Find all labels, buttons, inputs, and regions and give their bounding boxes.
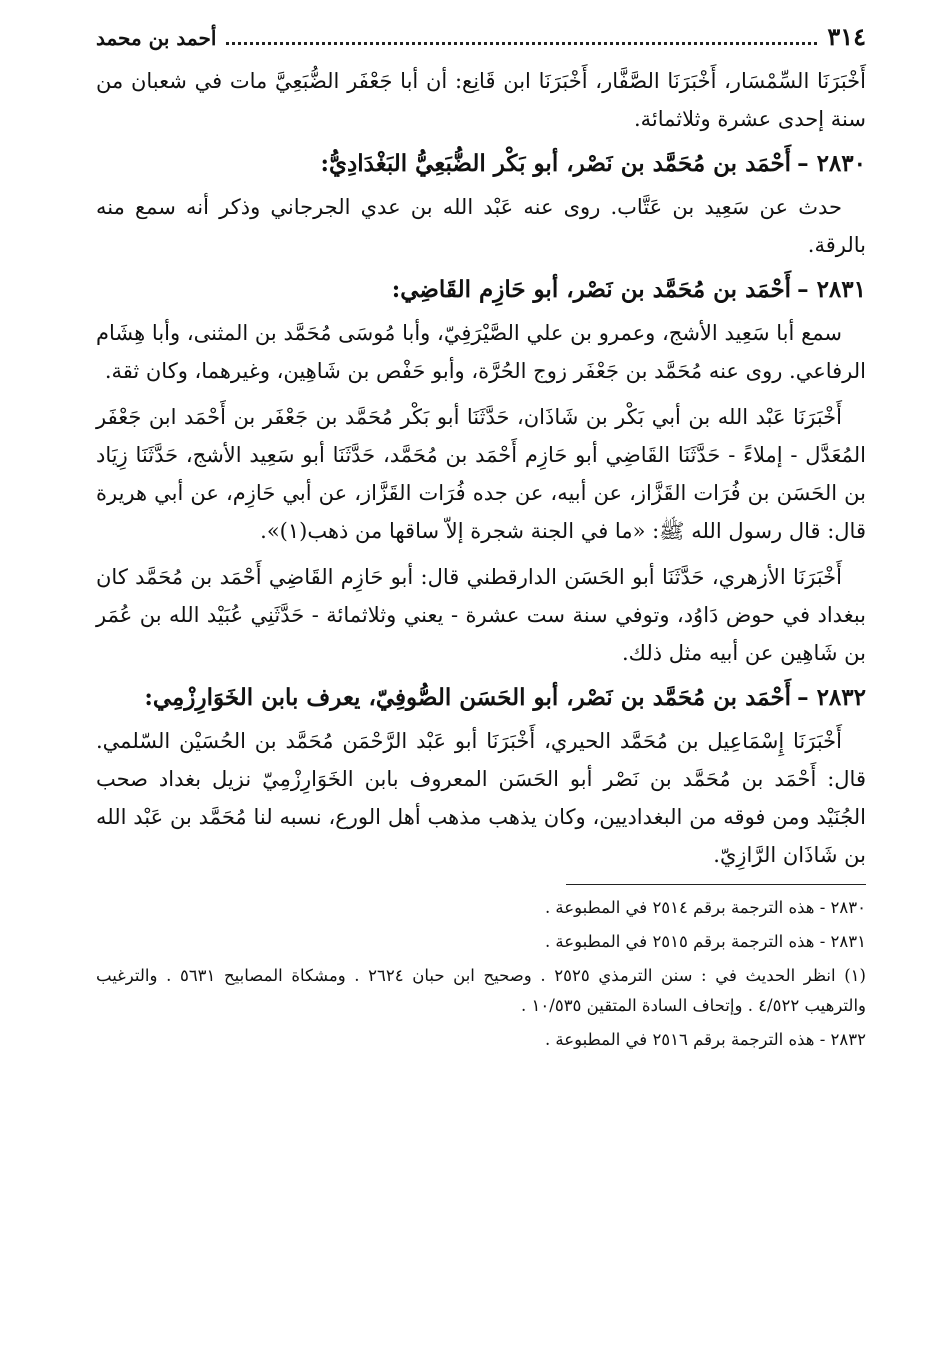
- page-number: ٣١٤: [827, 22, 866, 51]
- page-header: [96, 22, 866, 62]
- footnotes: [96, 893, 866, 1055]
- entry-2831-number: ٢٨٣١ –: [797, 276, 866, 303]
- running-title: أحمد بن محمد: [96, 26, 217, 50]
- entry-2831-paragraph-2: أَخْبَرَنَا عَبْد الله بن أبي بَكْر بن شَاذَان، حَدَّثَنَا أبو بَكْر مُحَمَّد بن جَعْفَر بن أَحْمَد ابن جَعْفَر المُعَدَّل - إملاءً - حَدَّثَنَا القَاضِي أبو حَازِم أَحْمَد بن مُحَمَّد، حَدَّثَنَا أبو سَعِيد الأشج، حَدَّثَنَا زِيَاد بن الحَسَن بن فُرَات القَزَّاز، عن أبيه، عن جده فُرَات القَزَّاز، عن أبي حَازِم، عن أبي هريرة قال: قال رسول الله ﷺ: «ما في الجنة شجرة إلاّ ساقها من ذهب(١)».: [96, 405, 866, 543]
- header-dotted-leader: [226, 42, 817, 45]
- entry-2832-heading: أَحْمَد بن مُحَمَّد بن نَصْر، أبو الحَسَن الصُّوفِيّ، يعرف بابن الخَوَارِزْمِي:: [144, 684, 792, 711]
- footnote-separator: [566, 884, 866, 885]
- footnote-2830: ٢٨٣٠ - هذه الترجمة برقم ٢٥١٤ في المطبوعة .: [544, 898, 866, 917]
- entry-2831-paragraph-1: سمع أبا سَعِيد الأشج، وعمرو بن علي الصَّيْرَفِيّ، وأبا مُوسَى مُحَمَّد بن المثنى، وأبا هِشَام الرفاعي. روى عنه مُحَمَّد بن جَعْفَر زوج الحُرَّة، وأبو حَفْص بن شَاهِين، وغيرهما، وكان ثقة.: [96, 321, 866, 383]
- entry-2830-paragraph: حدث عن سَعِيد بن عَتَّاب. روى عنه عَبْد الله بن عدي الجرجاني وذكر أنه سمع منه بالرقة.: [96, 195, 866, 257]
- entry-2831-title: [96, 268, 866, 312]
- intro-paragraph: أَخْبَرَنَا السِّمْسَار، أَخْبَرَنَا الصَّفَّار، أَخْبَرَنَا ابن قَانِع: أن أبا جَعْفَر الضُّبَعِيَّ مات في شعبان من سنة إحدى عشرة وثلاثمائة.: [96, 69, 866, 131]
- footnote-2832: ٢٨٣٢ - هذه الترجمة برقم ٢٥١٦ في المطبوعة .: [544, 1030, 866, 1049]
- entry-2832-number: ٢٨٣٢ –: [797, 684, 866, 711]
- book-page: [96, 22, 866, 1055]
- entry-2830-title: [96, 142, 866, 186]
- footnote-1: (١) انظر الحديث في : سنن الترمذي ٢٥٢٥ . وصحيح ابن حبان ٢٦٢٤ . ومشكاة المصابيح ٥٦٣١ . والترغيب والترهيب ٤/٥٢٢ . وإتحاف السادة المتقين ١٠/٥٣٥ .: [96, 966, 866, 1015]
- entry-2830-number: ٢٨٣٠ –: [797, 150, 866, 177]
- entry-2830-heading: أَحْمَد بن مُحَمَّد بن نَصْر، أبو بَكْر الضُّبَعِيُّ البَغْدَادِيُّ:: [320, 150, 792, 177]
- entry-2832-paragraph: أَخْبَرَنَا إِسْمَاعِيل بن مُحَمَّد الحيري، أَخْبَرَنَا أبو عَبْد الرَّحْمَن مُحَمَّد بن الحُسَيْن السّلمي. قال: أَحْمَد بن مُحَمَّد بن نَصْر أبو الحَسَن المعروف بابن الخَوَارِزْمِيّ نزيل بغداد صحب الجُنَيْد ومن فوقه من البغداديين، وكان يذهب مذهب أهل الورع، نسبه لنا مُحَمَّد بن عَبْد الله بن شَاذَان الرَّازِيّ.: [96, 729, 866, 867]
- entry-2831-paragraph-3: أَخْبَرَنَا الأزهري، حَدَّثَنَا أبو الحَسَن الدارقطني قال: أبو حَازِم القَاضِي أَحْمَد بن مُحَمَّد كان ببغداد في حوض دَاوُد، وتوفي سنة ست عشرة - يعني وثلاثمائة - حَدَّثَنِي عُبَيْد الله بن عُمَر بن شَاهِين عن أبيه مثل ذلك.: [96, 565, 866, 665]
- entry-2831-heading: أَحْمَد بن مُحَمَّد بن نَصْر، أبو حَازِم القَاضِي:: [391, 276, 792, 303]
- footnote-2831: ٢٨٣١ - هذه الترجمة برقم ٢٥١٥ في المطبوعة .: [544, 932, 866, 951]
- entry-2832-title: [96, 676, 866, 720]
